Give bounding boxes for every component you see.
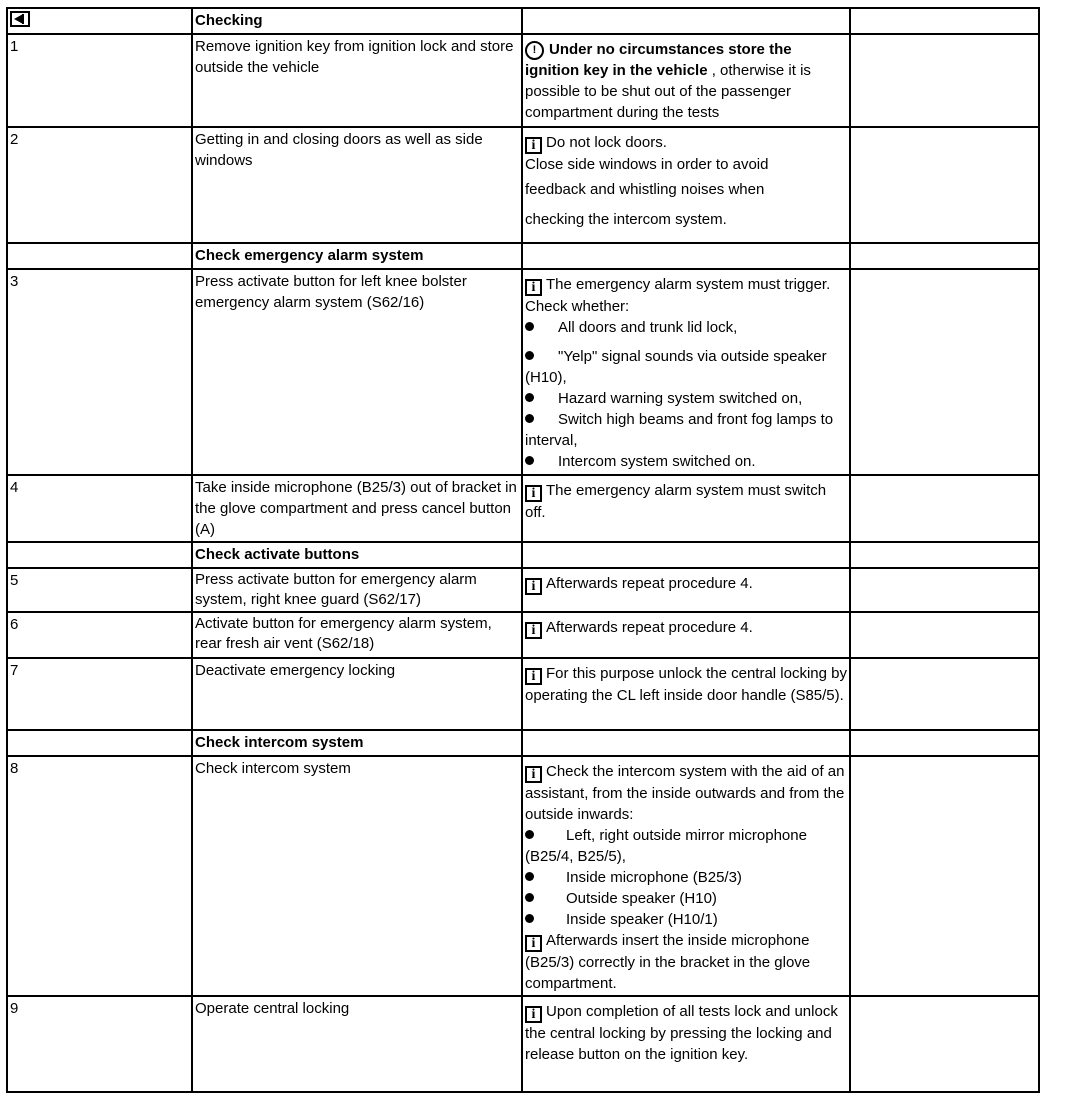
table-row xyxy=(7,568,1039,612)
step-number: 4 xyxy=(7,475,192,542)
table-row xyxy=(7,34,1039,127)
step-description: Press activate button for left knee bolster emergency alarm system (S62/16) xyxy=(192,269,522,475)
step-note: i The emergency alarm system must switch off. xyxy=(522,475,850,542)
list-item: All doors and trunk lid lock, xyxy=(525,317,847,338)
table-row xyxy=(7,658,1039,730)
step-description: Check intercom system xyxy=(192,756,522,996)
info-icon: i xyxy=(525,485,542,502)
step-number: 5 xyxy=(7,568,192,612)
info-icon: i xyxy=(525,622,542,639)
list-item: Switch high beams and front fog lamps to interval, xyxy=(525,411,834,449)
section-title: Check emergency alarm system xyxy=(192,243,522,269)
step-note: i For this purpose unlock the central locking by operating the CL left inside door handle (S85/5). xyxy=(522,658,850,730)
step-description: Take inside microphone (B25/3) out of bracket in the glove compartment and press cancel button (A) xyxy=(192,475,522,542)
step-number: 2 xyxy=(7,127,192,243)
check-list xyxy=(525,825,847,930)
list-item: Inside microphone (B25/3) xyxy=(525,867,847,888)
back-arrow-icon[interactable] xyxy=(10,11,30,27)
bullet-icon xyxy=(525,914,534,923)
step-description: Remove ignition key from ignition lock and store outside the vehicle xyxy=(192,34,522,127)
step-number: 8 xyxy=(7,756,192,996)
step-description: Activate button for emergency alarm system, rear fresh air vent (S62/18) xyxy=(192,612,522,658)
bullet-icon xyxy=(525,872,534,881)
table-row xyxy=(7,756,1039,996)
header-title: Checking xyxy=(192,8,522,34)
back-cell xyxy=(7,8,192,34)
step-note: ! Under no circumstances store the ignition key in the vehicle , otherwise it is possible to be shut out of the passenger compartment during the tests xyxy=(522,34,850,127)
info-icon: i xyxy=(525,137,542,154)
bullet-icon xyxy=(525,456,534,465)
step-number: 3 xyxy=(7,269,192,475)
step-note: i Upon completion of all tests lock and unlock the central locking by pressing the locking and release button on the ignition key. xyxy=(522,996,850,1092)
table-row xyxy=(7,269,1039,475)
step-description: Operate central locking xyxy=(192,996,522,1092)
section-row xyxy=(7,243,1039,269)
list-item: Intercom system switched on. xyxy=(525,451,847,472)
step-description: Press activate button for emergency alarm system, right knee guard (S62/17) xyxy=(192,568,522,612)
step-note: i Afterwards repeat procedure 4. xyxy=(522,568,850,612)
step-number: 1 xyxy=(7,34,192,127)
section-row xyxy=(7,730,1039,756)
warning-icon: ! xyxy=(525,41,544,60)
step-number: 7 xyxy=(7,658,192,730)
table-row xyxy=(7,996,1039,1092)
step-note: i Afterwards repeat procedure 4. xyxy=(522,612,850,658)
bullet-icon xyxy=(525,893,534,902)
list-item: Hazard warning system switched on, xyxy=(525,388,847,409)
section-title: Check activate buttons xyxy=(192,542,522,568)
table-row xyxy=(7,127,1039,243)
list-item: Outside speaker (H10) xyxy=(525,888,847,909)
list-item: "Yelp" signal sounds via outside speaker (H10), xyxy=(525,348,827,386)
step-number: 9 xyxy=(7,996,192,1092)
step-note: i The emergency alarm system must trigger. Check whether: All doors and trunk lid lock, "Yelp" signal sounds via outside speaker (H10), Hazard warning system switched on, Switch high beams and front fog lamps to interval, Intercom system switched on. xyxy=(522,269,850,475)
step-note: i Check the intercom system with the aid of an assistant, from the inside outwards and from the outside inwards: Left, right outside mirror microphone (B25/4, B25/5), Inside microphone (B25/3) Outside speaker (H10) Inside speaker (H10/1) i Afterwards insert the inside microphone (B25/3) correctly in the bracket in the glove compartment. xyxy=(522,756,850,996)
table-row xyxy=(7,612,1039,658)
table-row xyxy=(7,475,1039,542)
info-icon: i xyxy=(525,766,542,783)
section-row xyxy=(7,542,1039,568)
info-icon: i xyxy=(525,1006,542,1023)
bullet-icon xyxy=(525,393,534,402)
step-note: i Do not lock doors. Close side windows in order to avoid feedback and whistling noises when checking the intercom system. xyxy=(522,127,850,243)
list-item: Left, right outside mirror microphone (B25/4, B25/5), xyxy=(525,827,807,865)
list-item: Inside speaker (H10/1) xyxy=(525,909,847,930)
info-icon: i xyxy=(525,668,542,685)
step-description: Deactivate emergency locking xyxy=(192,658,522,730)
procedure-table xyxy=(6,7,1040,1093)
bullet-icon xyxy=(525,322,534,331)
bullet-icon xyxy=(525,351,534,360)
section-title: Check intercom system xyxy=(192,730,522,756)
bullet-icon xyxy=(525,830,534,839)
info-icon: i xyxy=(525,578,542,595)
info-icon: i xyxy=(525,935,542,952)
step-number: 6 xyxy=(7,612,192,658)
info-icon: i xyxy=(525,279,542,296)
table-header-row xyxy=(7,8,1039,34)
check-list xyxy=(525,317,847,472)
step-description: Getting in and closing doors as well as side windows xyxy=(192,127,522,243)
bullet-icon xyxy=(525,414,534,423)
